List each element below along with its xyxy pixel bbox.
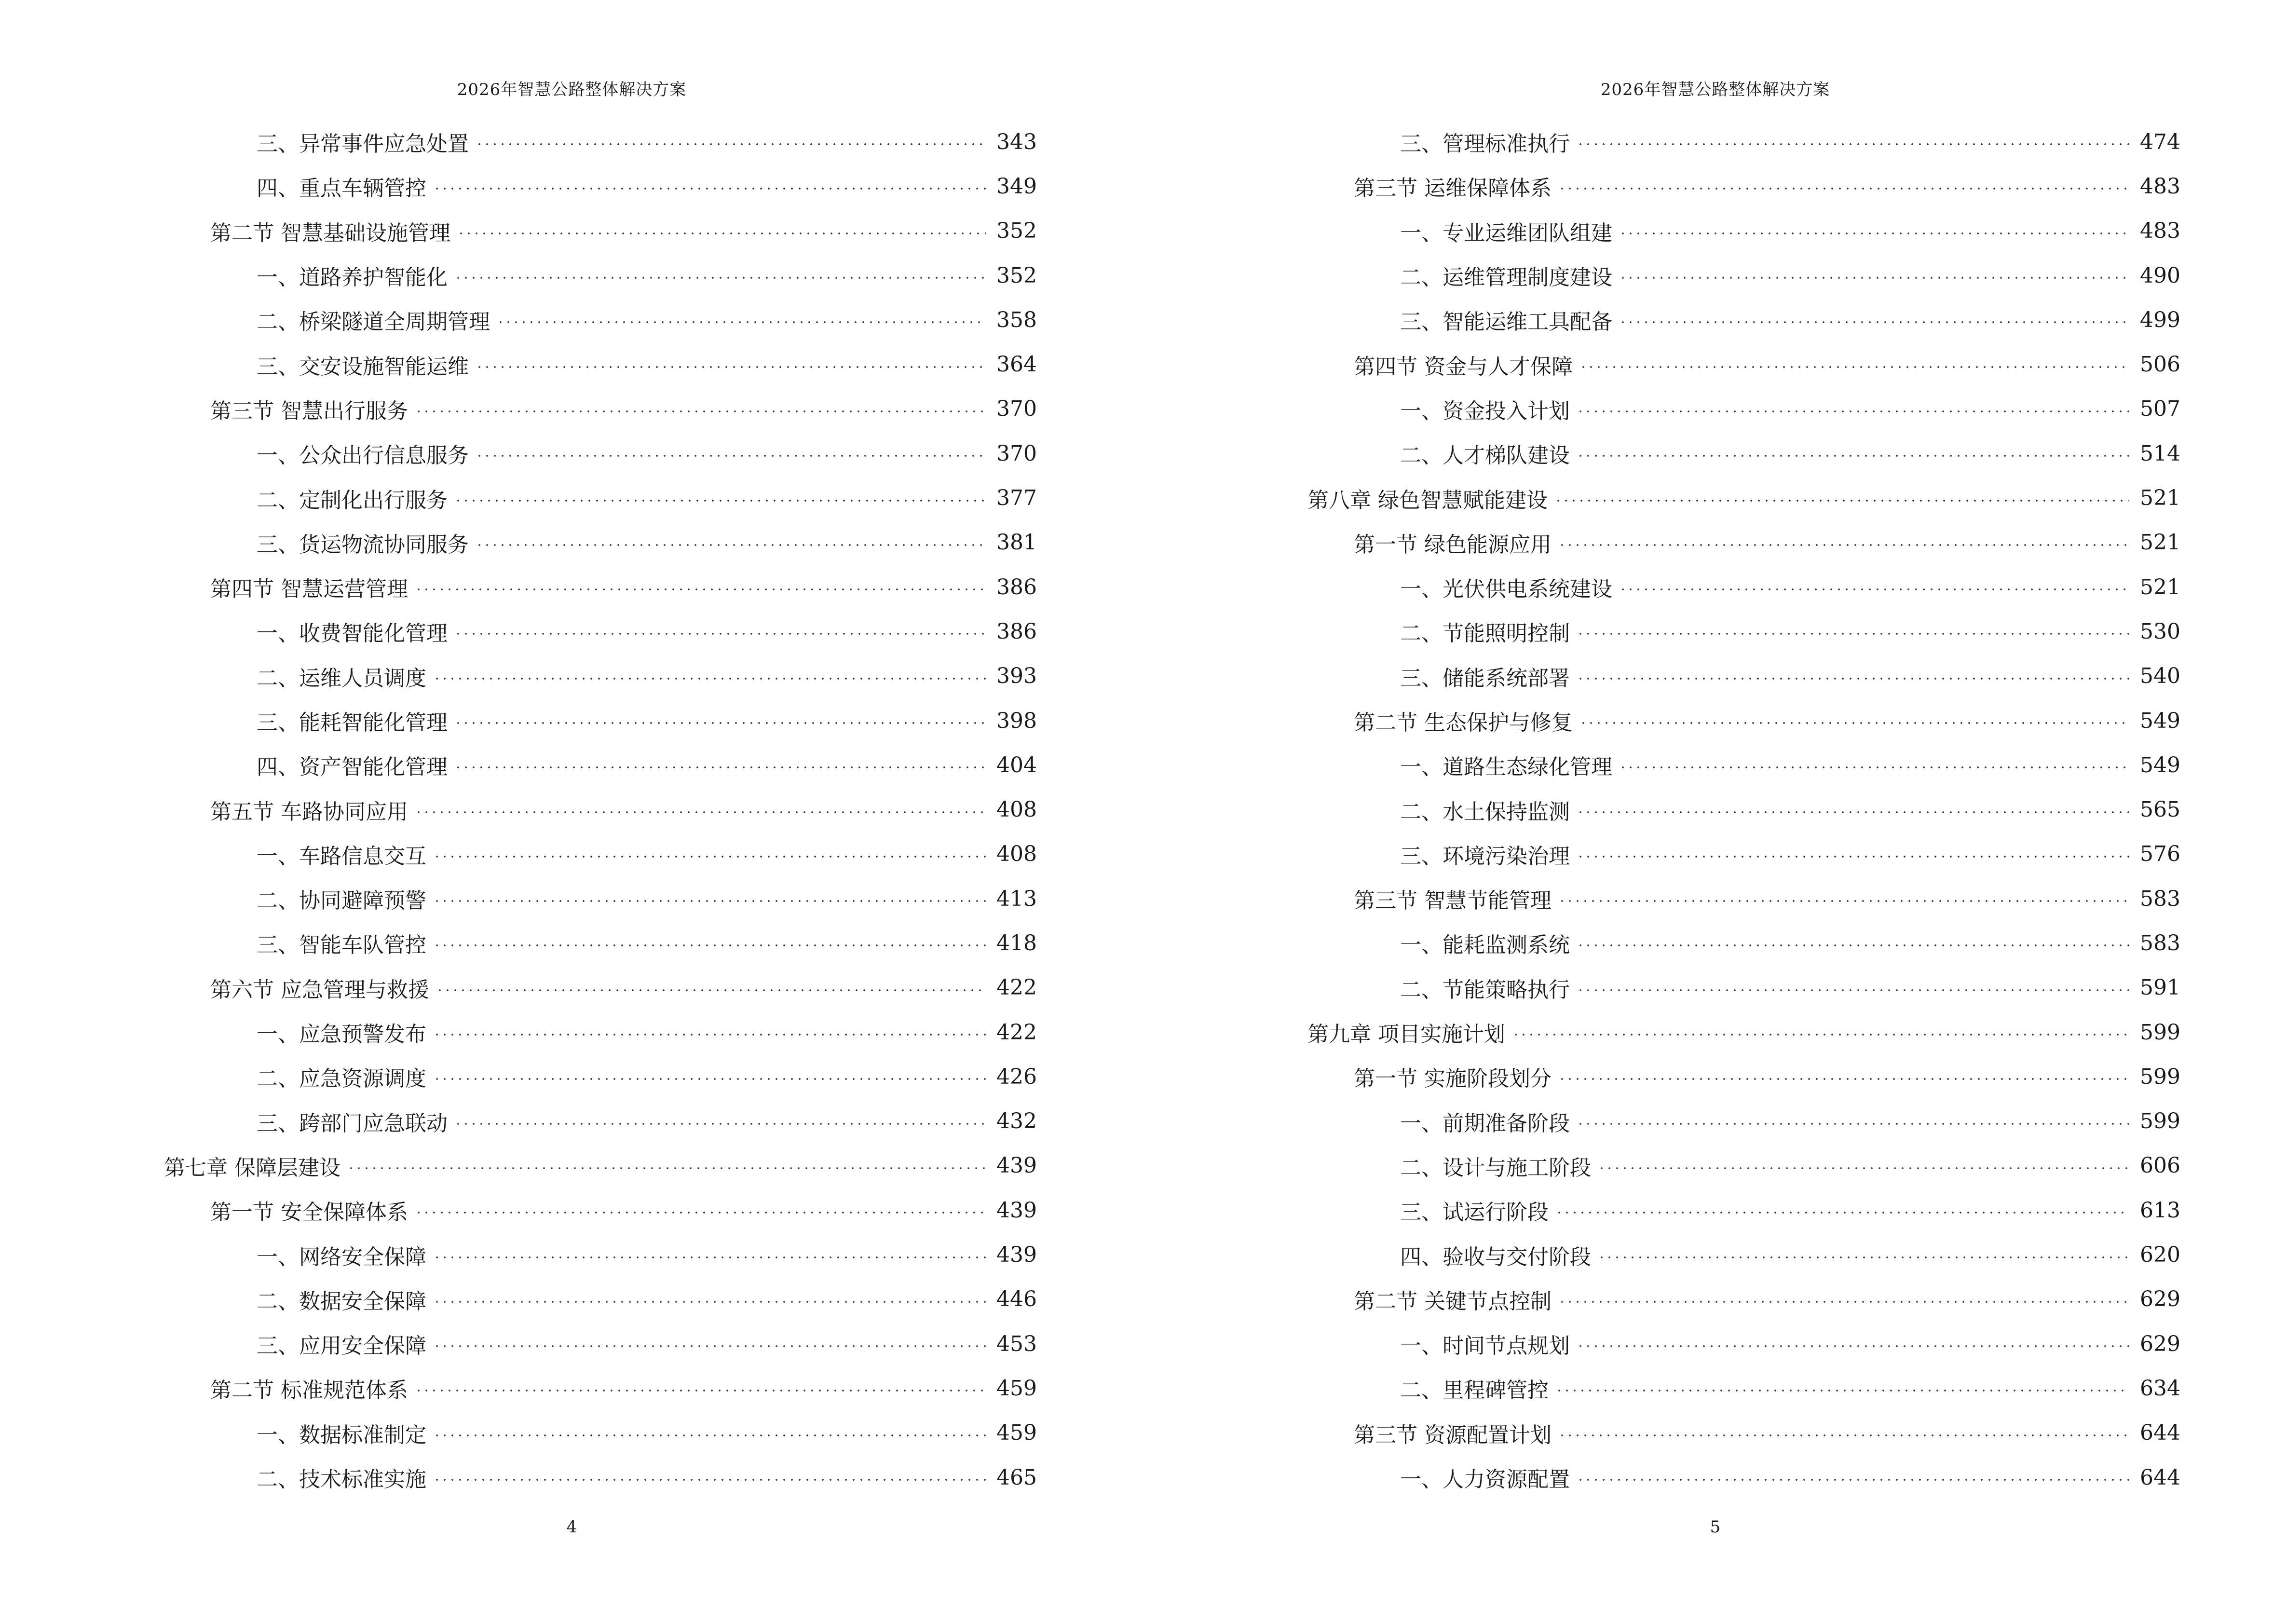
dot-leader xyxy=(433,1034,986,1036)
toc-entry-title: 第一节 安全保障体系 xyxy=(210,1200,408,1225)
toc-entry-title: 四、重点车辆管控 xyxy=(257,176,426,201)
toc-entry[interactable] xyxy=(1307,565,2180,609)
page-header: 2026年智慧公路整体解决方案 xyxy=(1600,80,1830,99)
dot-leader xyxy=(433,678,986,680)
toc-entry-page-number: 370 xyxy=(996,441,1037,466)
toc-entry-title: 一、资金投入计划 xyxy=(1400,398,1570,423)
dot-leader xyxy=(457,232,986,234)
toc-entry-title: 二、协同避障预警 xyxy=(257,888,426,914)
toc-entry[interactable] xyxy=(1307,1322,2180,1366)
dot-leader xyxy=(1579,722,2129,724)
toc-entry-page-number: 521 xyxy=(2140,486,2180,511)
toc-entry[interactable] xyxy=(1307,787,2180,832)
toc-entry-page-number: 644 xyxy=(2140,1465,2180,1490)
toc-entry[interactable] xyxy=(1307,387,2180,431)
toc-entry-title: 第二节 关键节点控制 xyxy=(1354,1289,1552,1314)
toc-entry[interactable] xyxy=(164,787,1037,832)
toc-entry-title: 三、异常事件应急处置 xyxy=(257,132,469,157)
toc-entry-page-number: 499 xyxy=(2140,307,2180,332)
dot-leader xyxy=(415,410,986,412)
toc-entry[interactable] xyxy=(1307,832,2180,876)
toc-entry-page-number: 599 xyxy=(2140,1020,2180,1045)
toc-entry[interactable] xyxy=(1307,298,2180,342)
toc-list xyxy=(1307,120,2180,1500)
toc-entry-page-number: 439 xyxy=(996,1198,1037,1223)
toc-entry[interactable] xyxy=(164,387,1037,431)
toc-entry-page-number: 474 xyxy=(2140,129,2180,154)
toc-entry-page-number: 352 xyxy=(996,263,1037,288)
dot-leader xyxy=(1558,900,2129,902)
toc-entry-page-number: 521 xyxy=(2140,574,2180,600)
toc-entry[interactable] xyxy=(1307,1366,2180,1410)
dot-leader xyxy=(1555,1390,2129,1392)
dot-leader xyxy=(1619,766,2129,768)
toc-entry-page-number: 634 xyxy=(2140,1376,2180,1401)
toc-entry[interactable] xyxy=(1307,1188,2180,1232)
toc-entry[interactable] xyxy=(164,209,1037,253)
toc-entry-title: 第八章 绿色智慧赋能建设 xyxy=(1307,488,1548,513)
dot-leader xyxy=(1577,811,2129,813)
toc-entry-title: 二、定制化出行服务 xyxy=(257,488,448,513)
toc-entry-page-number: 432 xyxy=(996,1109,1037,1134)
toc-list xyxy=(164,120,1037,1500)
toc-entry[interactable] xyxy=(164,120,1037,164)
toc-entry[interactable] xyxy=(164,1232,1037,1277)
toc-entry-title: 一、收费智能化管理 xyxy=(257,621,448,646)
toc-entry-title: 二、运维人员调度 xyxy=(257,666,426,691)
toc-entry-title: 二、桥梁隧道全周期管理 xyxy=(257,310,490,335)
toc-entry[interactable] xyxy=(164,164,1037,208)
toc-entry-title: 一、光伏供电系统建设 xyxy=(1400,577,1612,602)
toc-entry-title: 三、交安设施智能运维 xyxy=(257,354,469,379)
toc-entry-page-number: 507 xyxy=(2140,396,2180,422)
dot-leader xyxy=(433,1434,986,1436)
dot-leader xyxy=(1558,544,2129,546)
toc-entry-page-number: 349 xyxy=(996,174,1037,199)
dot-leader xyxy=(433,1256,986,1258)
toc-entry-title: 四、资产智能化管理 xyxy=(257,755,448,780)
dot-leader xyxy=(476,143,986,145)
dot-leader xyxy=(1577,143,2129,145)
dot-leader xyxy=(1577,944,2129,946)
dot-leader xyxy=(476,366,986,368)
toc-entry-page-number: 576 xyxy=(2140,842,2180,867)
toc-entry[interactable] xyxy=(164,298,1037,342)
dot-leader xyxy=(476,455,986,457)
toc-entry[interactable] xyxy=(164,1188,1037,1232)
toc-entry-page-number: 352 xyxy=(996,218,1037,244)
toc-entry-title: 二、应急资源调度 xyxy=(257,1066,426,1092)
toc-entry[interactable] xyxy=(164,431,1037,476)
dot-leader xyxy=(1558,188,2129,190)
toc-entry[interactable] xyxy=(164,921,1037,965)
toc-entry-title: 一、能耗监测系统 xyxy=(1400,933,1570,958)
toc-entry-page-number: 530 xyxy=(2140,619,2180,644)
toc-entry-page-number: 540 xyxy=(2140,664,2180,689)
page-header: 2026年智慧公路整体解决方案 xyxy=(457,80,687,99)
toc-entry-page-number: 613 xyxy=(2140,1198,2180,1223)
toc-entry-title: 一、车路信息交互 xyxy=(257,844,426,869)
dot-leader xyxy=(1577,1123,2129,1125)
dot-leader xyxy=(415,1390,986,1392)
dot-leader xyxy=(433,944,986,946)
toc-entry[interactable] xyxy=(1307,743,2180,787)
dot-leader xyxy=(454,633,986,635)
toc-entry-title: 二、人才梯队建设 xyxy=(1400,443,1570,468)
toc-entry[interactable] xyxy=(1307,431,2180,476)
toc-entry[interactable] xyxy=(164,743,1037,787)
dot-leader xyxy=(1558,1301,2129,1303)
dot-leader xyxy=(497,321,986,323)
toc-entry-page-number: 549 xyxy=(2140,708,2180,733)
toc-entry[interactable] xyxy=(1307,1277,2180,1322)
toc-entry-title: 三、智能运维工具配备 xyxy=(1400,310,1612,335)
toc-entry[interactable] xyxy=(164,1455,1037,1500)
toc-entry-page-number: 413 xyxy=(996,886,1037,911)
toc-entry-title: 三、储能系统部署 xyxy=(1400,666,1570,691)
toc-entry[interactable] xyxy=(1307,921,2180,965)
toc-entry-page-number: 404 xyxy=(996,752,1037,778)
dot-leader xyxy=(1554,500,2129,502)
toc-entry-page-number: 446 xyxy=(996,1287,1037,1312)
toc-entry-title: 一、道路养护智能化 xyxy=(257,265,448,290)
toc-entry-page-number: 381 xyxy=(996,530,1037,555)
toc-entry-page-number: 620 xyxy=(2140,1242,2180,1268)
dot-leader xyxy=(415,588,986,590)
toc-entry[interactable] xyxy=(1307,520,2180,565)
toc-entry[interactable] xyxy=(1307,342,2180,386)
toc-entry[interactable] xyxy=(164,1366,1037,1410)
toc-entry-page-number: 583 xyxy=(2140,930,2180,955)
toc-entry[interactable] xyxy=(1307,1232,2180,1277)
toc-entry[interactable] xyxy=(164,253,1037,298)
toc-entry-title: 三、能耗智能化管理 xyxy=(257,710,448,735)
toc-entry-title: 二、节能照明控制 xyxy=(1400,621,1570,646)
toc-entry-page-number: 393 xyxy=(996,664,1037,689)
toc-entry-title: 第三节 智慧出行服务 xyxy=(210,398,408,423)
dot-leader xyxy=(1577,856,2129,858)
toc-entry[interactable] xyxy=(164,1144,1037,1188)
toc-entry-title: 第一节 实施阶段划分 xyxy=(1354,1066,1552,1092)
dot-leader xyxy=(433,188,986,190)
toc-entry[interactable] xyxy=(164,832,1037,876)
toc-entry-page-number: 422 xyxy=(996,975,1037,1000)
toc-entry-page-number: 439 xyxy=(996,1242,1037,1268)
dot-leader xyxy=(433,1345,986,1347)
dot-leader xyxy=(454,1123,986,1125)
toc-entry-title: 第四节 智慧运营管理 xyxy=(210,577,408,602)
toc-entry-title: 三、智能车队管控 xyxy=(257,933,426,958)
dot-leader xyxy=(1577,989,2129,991)
dot-leader xyxy=(1558,1078,2129,1080)
toc-entry-title: 三、试运行阶段 xyxy=(1400,1200,1549,1225)
toc-entry[interactable] xyxy=(1307,209,2180,253)
toc-entry-title: 三、应用安全保障 xyxy=(257,1334,426,1359)
toc-entry-title: 一、专业运维团队组建 xyxy=(1400,220,1612,246)
toc-entry-title: 一、道路生态绿化管理 xyxy=(1400,755,1612,780)
toc-entry-page-number: 549 xyxy=(2140,752,2180,778)
dot-leader xyxy=(1577,1345,2129,1347)
toc-entry-title: 一、前期准备阶段 xyxy=(1400,1111,1570,1136)
toc-entry-title: 一、人力资源配置 xyxy=(1400,1467,1570,1492)
dot-leader xyxy=(1577,678,2129,680)
toc-entry-page-number: 408 xyxy=(996,797,1037,822)
toc-entry[interactable] xyxy=(164,1010,1037,1054)
toc-entry-page-number: 521 xyxy=(2140,530,2180,555)
toc-entry-page-number: 583 xyxy=(2140,886,2180,911)
toc-entry-page-number: 459 xyxy=(996,1420,1037,1446)
toc-entry[interactable] xyxy=(1307,120,2180,164)
toc-entry-page-number: 506 xyxy=(2140,352,2180,377)
toc-entry-page-number: 459 xyxy=(996,1376,1037,1401)
toc-entry-page-number: 483 xyxy=(2140,218,2180,244)
toc-entry[interactable] xyxy=(164,609,1037,654)
toc-entry-page-number: 453 xyxy=(996,1331,1037,1356)
toc-entry-page-number: 644 xyxy=(2140,1420,2180,1446)
toc-entry-page-number: 386 xyxy=(996,619,1037,644)
toc-entry-title: 第六节 应急管理与救援 xyxy=(210,977,429,1002)
toc-entry-title: 第九章 项目实施计划 xyxy=(1307,1022,1505,1047)
dot-leader xyxy=(1598,1167,2129,1169)
toc-entry[interactable] xyxy=(1307,164,2180,208)
toc-entry[interactable] xyxy=(164,565,1037,609)
toc-entry-page-number: 386 xyxy=(996,574,1037,600)
toc-entry[interactable] xyxy=(164,342,1037,386)
toc-entry-page-number: 565 xyxy=(2140,797,2180,822)
dot-leader xyxy=(1619,588,2129,590)
page-number: 4 xyxy=(566,1517,577,1537)
toc-entry-title: 三、管理标准执行 xyxy=(1400,132,1570,157)
toc-entry[interactable] xyxy=(1307,1455,2180,1500)
toc-entry-title: 第二节 智慧基础设施管理 xyxy=(210,220,450,246)
toc-entry-page-number: 364 xyxy=(996,352,1037,377)
dot-leader xyxy=(433,1479,986,1481)
toc-entry-page-number: 343 xyxy=(996,129,1037,154)
toc-entry-page-number: 591 xyxy=(2140,975,2180,1000)
toc-entry-title: 二、运维管理制度建设 xyxy=(1400,265,1612,290)
dot-leader xyxy=(454,722,986,724)
toc-entry-title: 第二节 标准规范体系 xyxy=(210,1378,408,1403)
dot-leader xyxy=(433,1078,986,1080)
toc-entry-title: 第七章 保障层建设 xyxy=(164,1155,340,1180)
toc-entry-page-number: 514 xyxy=(2140,441,2180,466)
dot-leader xyxy=(415,1212,986,1214)
dot-leader xyxy=(433,856,986,858)
toc-entry-title: 第一节 绿色能源应用 xyxy=(1354,532,1552,557)
dot-leader xyxy=(1555,1212,2129,1214)
toc-entry-title: 第四节 资金与人才保障 xyxy=(1354,354,1573,379)
dot-leader xyxy=(415,811,986,813)
toc-entry[interactable] xyxy=(1307,1144,2180,1188)
dot-leader xyxy=(1619,321,2129,323)
toc-entry[interactable] xyxy=(1307,1010,2180,1054)
toc-entry-page-number: 629 xyxy=(2140,1287,2180,1312)
toc-entry-title: 一、时间节点规划 xyxy=(1400,1334,1570,1359)
toc-entry-title: 三、货运物流协同服务 xyxy=(257,532,469,557)
dot-leader xyxy=(1558,1434,2129,1436)
toc-entry-title: 四、验收与交付阶段 xyxy=(1400,1244,1591,1269)
dot-leader xyxy=(433,900,986,902)
dot-leader xyxy=(436,989,986,991)
toc-entry-page-number: 426 xyxy=(996,1064,1037,1089)
toc-entry-title: 二、技术标准实施 xyxy=(257,1467,426,1492)
toc-entry-title: 三、跨部门应急联动 xyxy=(257,1111,448,1136)
toc-entry-page-number: 490 xyxy=(2140,263,2180,288)
toc-entry[interactable] xyxy=(1307,1054,2180,1099)
dot-leader xyxy=(1577,455,2129,457)
toc-entry[interactable] xyxy=(1307,698,2180,743)
toc-entry-title: 第三节 资源配置计划 xyxy=(1354,1422,1552,1447)
dot-leader xyxy=(1577,1479,2129,1481)
dot-leader xyxy=(454,277,986,279)
toc-entry[interactable] xyxy=(1307,476,2180,520)
dot-leader xyxy=(476,544,986,546)
toc-entry-title: 二、节能策略执行 xyxy=(1400,977,1570,1002)
dot-leader xyxy=(1598,1256,2129,1258)
dot-leader xyxy=(1619,232,2129,234)
toc-entry-page-number: 606 xyxy=(2140,1153,2180,1178)
toc-entry[interactable] xyxy=(1307,253,2180,298)
toc-entry[interactable] xyxy=(164,1322,1037,1366)
toc-entry[interactable] xyxy=(164,876,1037,921)
page-number: 5 xyxy=(1710,1517,1721,1537)
toc-entry-page-number: 439 xyxy=(996,1153,1037,1178)
dot-leader xyxy=(1579,366,2129,368)
toc-entry-page-number: 599 xyxy=(2140,1109,2180,1134)
toc-entry[interactable] xyxy=(164,1277,1037,1322)
toc-entry[interactable] xyxy=(164,698,1037,743)
dot-leader xyxy=(1577,633,2129,635)
right-page xyxy=(1144,0,2287,1624)
toc-entry-page-number: 599 xyxy=(2140,1064,2180,1089)
toc-entry[interactable] xyxy=(164,1411,1037,1455)
toc-entry-page-number: 483 xyxy=(2140,174,2180,199)
dot-leader xyxy=(1577,410,2129,412)
toc-entry[interactable] xyxy=(1307,876,2180,921)
toc-entry-page-number: 465 xyxy=(996,1465,1037,1490)
toc-entry[interactable] xyxy=(1307,1411,2180,1455)
toc-entry-title: 三、环境污染治理 xyxy=(1400,844,1570,869)
toc-entry-title: 一、网络安全保障 xyxy=(257,1244,426,1269)
toc-entry-title: 二、数据安全保障 xyxy=(257,1289,426,1314)
toc-entry-title: 一、数据标准制定 xyxy=(257,1422,426,1447)
toc-entry-title: 一、应急预警发布 xyxy=(257,1022,426,1047)
toc-entry-page-number: 398 xyxy=(996,708,1037,733)
dot-leader xyxy=(1619,277,2129,279)
toc-entry-page-number: 629 xyxy=(2140,1331,2180,1356)
toc-entry-page-number: 377 xyxy=(996,486,1037,511)
toc-entry[interactable] xyxy=(1307,1099,2180,1144)
dot-leader xyxy=(454,766,986,768)
toc-entry-page-number: 422 xyxy=(996,1020,1037,1045)
toc-entry-title: 第三节 智慧节能管理 xyxy=(1354,888,1552,914)
toc-entry[interactable] xyxy=(164,476,1037,520)
toc-entry-page-number: 370 xyxy=(996,396,1037,422)
toc-entry[interactable] xyxy=(164,1054,1037,1099)
dot-leader xyxy=(454,500,986,502)
dot-leader xyxy=(433,1301,986,1303)
toc-entry-title: 二、水土保持监测 xyxy=(1400,799,1570,824)
toc-entry[interactable] xyxy=(164,654,1037,698)
toc-entry[interactable] xyxy=(164,1099,1037,1144)
toc-entry-title: 第三节 运维保障体系 xyxy=(1354,176,1552,201)
toc-entry[interactable] xyxy=(1307,654,2180,698)
dot-leader xyxy=(1512,1034,2129,1036)
toc-entry-title: 第五节 车路协同应用 xyxy=(210,799,408,824)
toc-entry-page-number: 358 xyxy=(996,307,1037,332)
toc-entry-title: 一、公众出行信息服务 xyxy=(257,443,469,468)
toc-entry[interactable] xyxy=(164,520,1037,565)
toc-entry-page-number: 408 xyxy=(996,842,1037,867)
toc-entry-title: 第二节 生态保护与修复 xyxy=(1354,710,1573,735)
toc-entry[interactable] xyxy=(1307,966,2180,1010)
toc-entry[interactable] xyxy=(1307,609,2180,654)
toc-entry-page-number: 418 xyxy=(996,930,1037,955)
toc-entry-title: 二、设计与施工阶段 xyxy=(1400,1155,1591,1180)
toc-entry-title: 二、里程碑管控 xyxy=(1400,1378,1549,1403)
toc-entry[interactable] xyxy=(164,966,1037,1010)
dot-leader xyxy=(347,1167,986,1169)
